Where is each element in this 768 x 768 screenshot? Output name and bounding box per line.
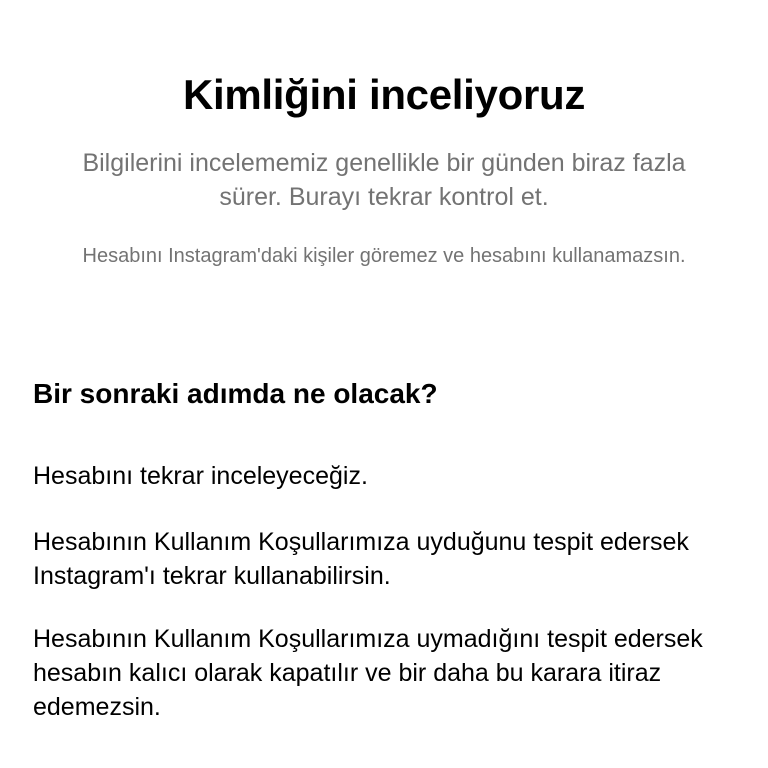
next-steps-heading: Bir sonraki adımda ne olacak? xyxy=(33,378,438,409)
account-visibility-notice: Hesabını Instagram'daki kişiler göremez ve hesabını kullanamazsın. xyxy=(82,245,686,267)
next-step-paragraph-rejected: Hesabının Kullanım Koşullarımıza uymadığını tespit edersek hesabın kalıcı olarak kapatılır ve bir daha bu karara itiraz edemezsin. xyxy=(33,625,703,721)
page-title: Kimliğini inceliyoruz xyxy=(182,71,586,118)
next-step-paragraph-review: Hesabını tekrar inceleyeceğiz. xyxy=(33,462,368,490)
review-duration-text: Bilgilerini incelememiz genellikle bir günden biraz fazla sürer. Burayı tekrar kontrol et. xyxy=(82,149,686,211)
next-step-paragraph-approved: Hesabının Kullanım Koşullarımıza uyduğunu tespit edersek Instagram'ı tekrar kullanabilirsin. xyxy=(33,528,689,590)
